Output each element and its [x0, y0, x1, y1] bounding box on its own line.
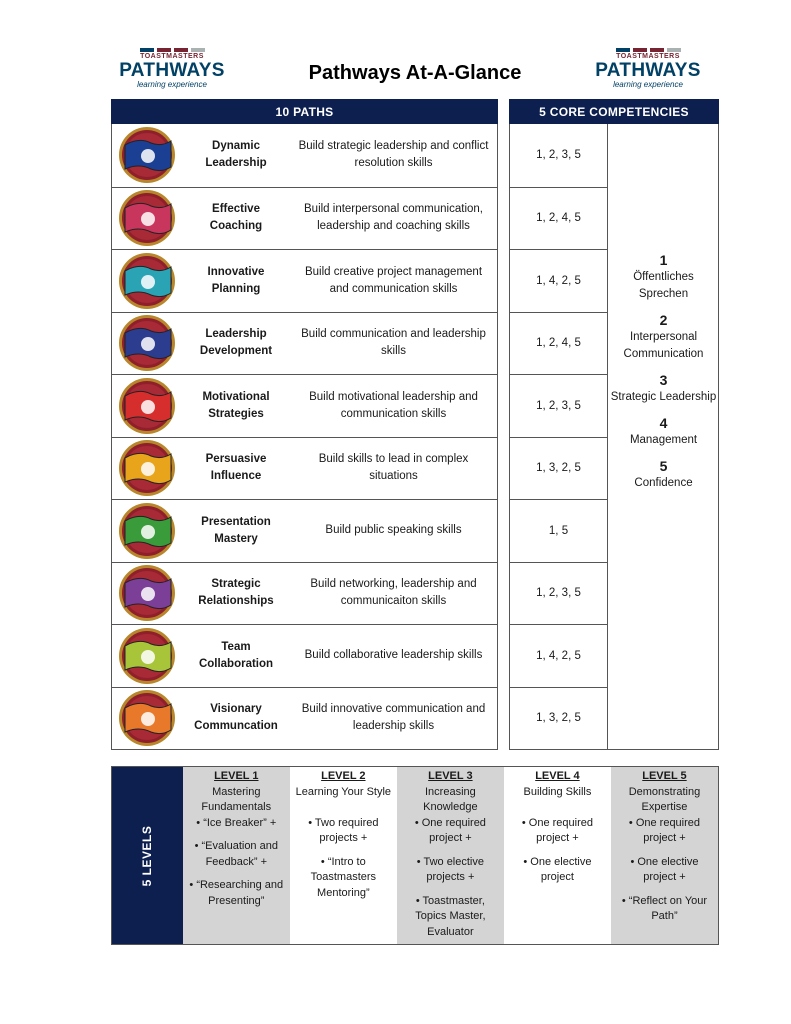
- level-heading: LEVEL 1: [214, 770, 259, 782]
- competency-numbers: 1, 3, 2, 5: [510, 437, 607, 500]
- level-column: [290, 767, 397, 944]
- path-name: Motivational Strategies: [202, 390, 270, 420]
- levels-side-bar: [112, 767, 183, 944]
- leadership-development-badge-icon: [112, 312, 182, 374]
- levels-label: 5 LEVELS: [140, 825, 155, 886]
- persuasive-influence-badge-icon: [112, 437, 182, 499]
- competency-legend-item: [608, 457, 719, 492]
- path-name: Team Collaboration: [198, 640, 274, 670]
- level-requirement: • One elective project: [523, 855, 592, 883]
- team-collaboration-badge-icon: [112, 625, 182, 687]
- logo-top-text: TOASTMASTERS: [140, 53, 204, 60]
- strategic-relationships-badge-icon: [112, 562, 182, 624]
- presentation-mastery-badge-icon: [112, 500, 182, 562]
- page-title: Pathways At-A-Glance: [308, 62, 522, 84]
- level-subtitle: Demonstrating Expertise: [628, 785, 701, 813]
- competency-legend-item: [608, 414, 719, 449]
- competency-legend-item: [608, 251, 719, 303]
- competency-legend-item: [608, 311, 719, 363]
- path-row: [112, 499, 497, 562]
- level-heading: LEVEL 2: [321, 770, 366, 782]
- level-requirement: • One required project +: [414, 816, 486, 844]
- level-requirement: • One elective project +: [630, 855, 699, 883]
- path-description: Build interpersonal communication, leadership and coaching skills: [304, 203, 483, 233]
- path-description: Build networking, leadership and communicaiton skills: [310, 578, 477, 608]
- competency-numbers: 1, 2, 4, 5: [510, 312, 607, 375]
- path-name: Leadership Development: [199, 328, 273, 358]
- level-column: [397, 767, 504, 944]
- level-subtitle: Mastering Fundamentals: [201, 785, 272, 813]
- path-row: [112, 624, 497, 687]
- level-column: [611, 767, 718, 944]
- competency-label: Strategic Leadership: [610, 391, 717, 403]
- path-name: Innovative Planning: [207, 265, 265, 295]
- path-row: [112, 687, 497, 750]
- competency-number: 5: [659, 458, 668, 474]
- pathways-logo-left: [112, 48, 232, 94]
- level-requirement: • “Evaluation and Feedback” +: [194, 840, 278, 868]
- path-name: Visionary Communcation: [194, 703, 278, 733]
- path-name: Presentation Mastery: [201, 515, 271, 545]
- visionary-communication-badge-icon: [112, 687, 182, 749]
- level-requirement: • Two elective projects +: [416, 855, 484, 883]
- level-requirement: • Toastmaster, Topics Master, Evaluator: [415, 894, 486, 938]
- path-description: Build strategic leadership and conflict resolution skills: [298, 140, 489, 170]
- logo-color-bars: [588, 48, 708, 52]
- level-heading: LEVEL 3: [428, 770, 473, 782]
- competency-numbers: 1, 3, 2, 5: [510, 687, 607, 750]
- competency-label: Öffentliches Sprechen: [633, 271, 694, 300]
- logo-color-bars: [112, 48, 232, 52]
- path-row: [112, 374, 497, 437]
- level-requirement: • One required project +: [628, 816, 701, 844]
- core-competencies-header: 5 CORE COMPETENCIES: [509, 99, 719, 124]
- path-description: Build public speaking skills: [325, 524, 462, 537]
- logo-top-text: TOASTMASTERS: [616, 53, 680, 60]
- effective-coaching-badge-icon: [112, 187, 182, 249]
- level-requirement: • “Reflect on Your Path”: [621, 894, 708, 922]
- level-column: [183, 767, 290, 944]
- innovative-planning-badge-icon: [112, 250, 182, 312]
- level-column: [504, 767, 611, 944]
- pathways-logo-right: [588, 48, 708, 94]
- logo-sub-text: learning experience: [613, 80, 683, 89]
- path-row: [112, 249, 497, 312]
- competency-numbers: 1, 2, 3, 5: [510, 562, 607, 625]
- path-description: Build creative project management and communication skills: [304, 265, 483, 295]
- competency-number: 3: [659, 372, 668, 388]
- competency-label: Management: [629, 434, 698, 446]
- levels-table: [111, 766, 719, 945]
- level-requirement: • “Intro to Toastmasters Mentoring”: [310, 855, 377, 899]
- competency-number: 4: [659, 415, 668, 431]
- competency-legend-item: [608, 371, 719, 406]
- path-row: [112, 562, 497, 625]
- logo-main-text: PATHWAYS: [595, 60, 701, 81]
- paths-header: 10 PATHS: [111, 99, 498, 124]
- motivational-strategies-badge-icon: [112, 375, 182, 437]
- competency-numbers: 1, 5: [510, 499, 607, 562]
- path-row: [112, 124, 497, 187]
- logo-main-text: PATHWAYS: [119, 60, 225, 81]
- competency-column: [509, 124, 608, 750]
- level-requirement: • “Researching and Presenting”: [189, 879, 284, 907]
- competency-numbers: 1, 2, 3, 5: [536, 149, 581, 162]
- level-heading: LEVEL 4: [535, 770, 580, 782]
- paths-table: [111, 124, 498, 750]
- competency-numbers: 1, 4, 2, 5: [510, 624, 607, 687]
- competency-label: Confidence: [634, 477, 693, 489]
- level-subtitle: Building Skills: [523, 785, 592, 798]
- path-row: [112, 187, 497, 250]
- dynamic-leadership-badge-icon: [112, 124, 182, 186]
- path-row: [112, 312, 497, 375]
- competency-numbers: 1, 4, 2, 5: [510, 249, 607, 312]
- competency-label: Interpersonal Communication: [623, 331, 704, 360]
- path-description: Build collaborative leadership skills: [304, 649, 483, 662]
- competency-numbers: 1, 2, 3, 5: [510, 374, 607, 437]
- path-name: Strategic Relationships: [198, 578, 274, 608]
- competency-number: 2: [659, 312, 668, 328]
- level-heading: LEVEL 5: [642, 770, 687, 782]
- path-name: Dynamic Leadership: [205, 140, 267, 170]
- level-requirement: • Two required projects +: [308, 816, 379, 844]
- level-subtitle: Increasing Knowledge: [423, 785, 478, 813]
- competency-legend: [608, 124, 719, 750]
- path-description: Build motivational leadership and communication skills: [309, 390, 478, 420]
- path-name: Persuasive Influence: [205, 453, 267, 483]
- level-requirement: • “Ice Breaker” +: [196, 816, 277, 829]
- competency-numbers: 1, 2, 4, 5: [510, 187, 607, 250]
- level-subtitle: Learning Your Style: [295, 785, 392, 798]
- path-description: Build skills to lead in complex situations: [318, 453, 469, 483]
- competency-number: 1: [659, 252, 668, 268]
- logo-sub-text: learning experience: [137, 80, 207, 89]
- path-description: Build innovative communication and leadership skills: [301, 703, 486, 733]
- path-name: Effective Coaching: [209, 203, 263, 233]
- path-description: Build communication and leadership skills: [301, 328, 486, 358]
- path-row: [112, 437, 497, 500]
- level-requirement: • One required project +: [521, 816, 593, 844]
